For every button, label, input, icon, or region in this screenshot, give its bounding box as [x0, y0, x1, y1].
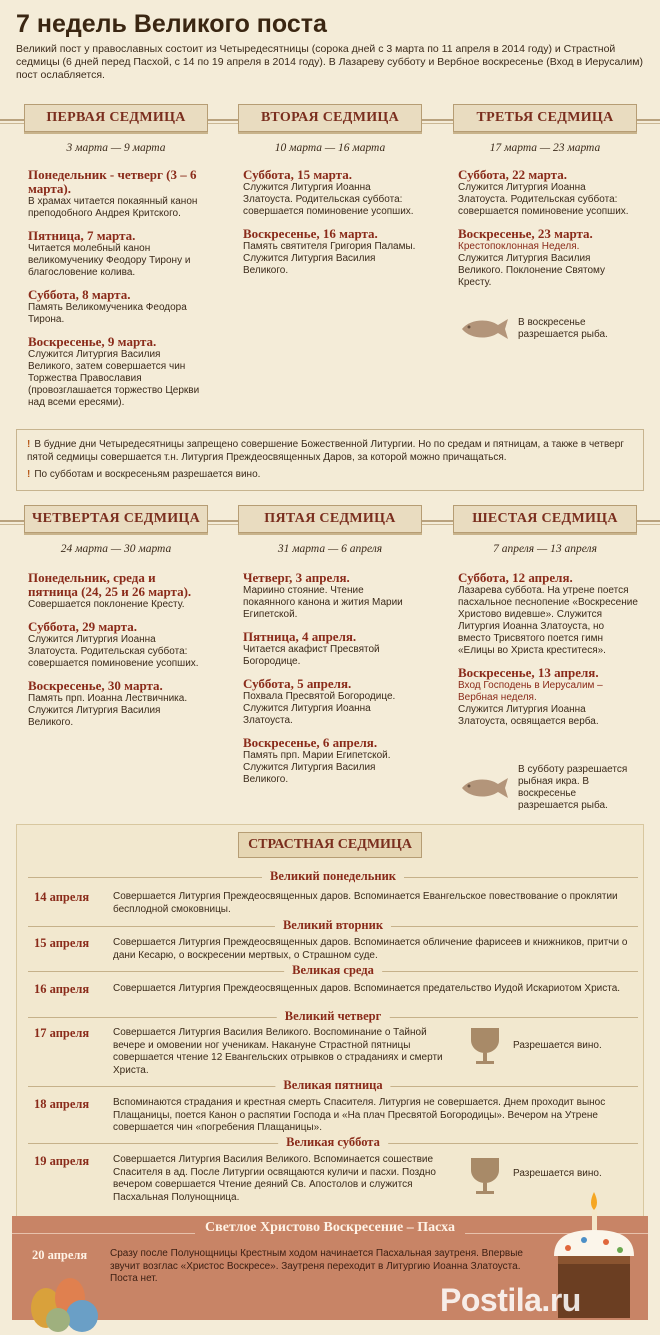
event-text: Память прп. Марии Египетской. Служится Литургия Василия Великого. — [243, 750, 391, 785]
day-text: Вспоминаются страдания и крестная смерть Спасителя. Литургия не совершается. Днем проходит вынос Плащаницы, поется Канон о распятии Господа и «На плач Пресвятой Богородицы». Вечером на Утрене совершается чин «погребения Плащаницы». — [113, 1097, 606, 1133]
week-1-dates: 3 марта — 9 марта — [66, 142, 166, 154]
event-title: Пятница, 4 апреля. — [243, 629, 357, 644]
event-highlight: Крестопоклонная Неделя. — [458, 241, 580, 252]
event — [28, 168, 208, 220]
notes-box — [16, 429, 644, 491]
event-title: Воскресенье, 23 марта. — [458, 226, 593, 241]
day-name: Великая пятница — [275, 1078, 390, 1093]
event — [243, 168, 418, 218]
week-6-events — [458, 571, 638, 737]
week-1-label: ПЕРВАЯ СЕДМИЦА — [24, 104, 208, 132]
wine-note: Разрешается вино. — [513, 1040, 602, 1051]
event — [243, 677, 418, 727]
day-text: Совершается Литургия Преждеосвященных даров. Вспоминается обличение фарисеев и книжников, притчи о дани Кесарю, о воскресении мертвых, о Страшном суде. — [113, 937, 628, 961]
fish-icon — [458, 316, 510, 342]
day-date: 18 апреля — [34, 1097, 90, 1111]
event-title: Воскресенье, 6 апреля. — [243, 735, 378, 750]
event-title: Суббота, 29 марта. — [28, 619, 137, 634]
easter-eggs-icon — [26, 1268, 106, 1332]
event — [243, 227, 418, 277]
event-title: Суббота, 8 марта. — [28, 287, 131, 302]
event-title: Четверг, 3 апреля. — [243, 570, 350, 585]
day-name: Великая среда — [284, 963, 382, 978]
page-title: 7 недель Великого поста — [16, 10, 327, 38]
wine-glass-icon — [468, 1026, 502, 1066]
event — [458, 227, 636, 289]
note — [27, 468, 633, 481]
event-title: Суббота, 22 марта. — [458, 167, 567, 182]
event — [28, 335, 208, 409]
event-title: Суббота, 5 апреля. — [243, 676, 352, 691]
event — [243, 630, 418, 668]
day-text: Совершается Литургия Василия Великого. Воспоминание о Тайной вечере и омовении ног ученикам. Накануне Страстной пятницы совершается чтение 12 Евангельских отрывков о страданиях и смерти Христа. — [113, 1027, 443, 1076]
fish-note-text: В субботу разрешается рыбная икра. В воскресенье разрешается рыба. — [518, 764, 628, 811]
week-3-label: ТРЕТЬЯ СЕДМИЦА — [453, 104, 637, 132]
note-text: По субботам и воскресеньям разрешается вино. — [34, 469, 261, 480]
intro-text: Великий пост у православных состоит из Четыредесятницы (сорока дней с 3 марта по 11 апреля в 2014 году) и Страстной седмицы (6 дней перед Пасхой, с 14 по 19 апреля в 2014 году). В Лазареву субботу и Вербное воскресенье (Вход в Иерусалим) пост ослабляется. — [16, 43, 643, 81]
event-text: Совершается поклонение Кресту. — [28, 599, 185, 610]
event — [28, 288, 208, 326]
event — [458, 666, 638, 728]
event-title: Суббота, 12 апреля. — [458, 570, 573, 585]
event-text: Служится Литургия Иоанна Златоуста. Родительская суббота: совершается поминовение усопших. — [458, 182, 629, 217]
event — [28, 229, 208, 279]
event-text: Похвала Пресвятой Богородице. Служится Литургия Иоанна Златоуста. — [243, 691, 396, 726]
wine-glass-icon — [468, 1156, 502, 1196]
event-text: В храмах читается покаянный канон преподобного Андрея Критского. — [28, 196, 198, 219]
passion-week-title: СТРАСТНАЯ СЕДМИЦА — [238, 832, 422, 858]
day-name: Великий понедельник — [262, 869, 404, 884]
event — [28, 571, 208, 611]
day-date: 15 апреля — [34, 936, 90, 950]
event-title: Суббота, 15 марта. — [243, 167, 352, 182]
day-name: Великий вторник — [275, 918, 391, 933]
event-highlight: Вход Господень в Иерусалим – Вербная неделя. — [458, 680, 603, 703]
event-title: Понедельник - четверг (3 – 6 марта). — [28, 167, 197, 196]
exclamation-icon: ! — [27, 469, 31, 480]
event — [243, 571, 418, 621]
event-text: Служится Литургия Иоанна Златоуста. Родительская суббота: совершается поминовение усопших. — [243, 182, 414, 217]
fish-icon — [458, 775, 510, 801]
event-text: Мариино стояние. Чтение покаянного канона и жития Марии Египетской. — [243, 585, 403, 620]
fish-note-week-3 — [458, 316, 618, 342]
event-text: Служится Литургия Василия Великого, затем совершается чин Торжества Православия (провозглашается торжество Церкви над всеми ересями). — [28, 349, 200, 408]
weeks-band-1 — [0, 102, 660, 138]
pascha-date: 20 апреля — [32, 1248, 88, 1262]
week-2-dates: 10 марта — 16 марта — [274, 142, 386, 154]
week-5-events — [243, 571, 418, 795]
day-text: Совершается Литургия Василия Великого. Вспоминается сошествие Спасителя в ад. После Литургии освящаются куличи и пасхи. Поздно вечером совершается Чтение деяний Св. Апостолов и служится Пасхальная Полунощница. — [113, 1154, 436, 1203]
week-2-events — [243, 168, 418, 286]
pascha-text: Сразу после Полунощницы Крестным ходом начинается Пасхальная заутреня. Впервые звучит возглас «Христос Воскресе». Заутреня переходит в Литургию Иоанна Златоуста. Поста нет. — [110, 1248, 523, 1284]
event-text: Служится Литургия Василия Великого. Поклонение Святому Кресту. — [458, 253, 606, 288]
day-date: 17 апреля — [34, 1026, 90, 1040]
week-4-label: ЧЕТВЕРТАЯ СЕДМИЦА — [24, 505, 208, 533]
weeks-band-2 — [0, 503, 660, 539]
event-title: Воскресенье, 9 марта. — [28, 334, 157, 349]
event — [458, 571, 638, 657]
event-text: Читается акафист Пресвятой Богородице. — [243, 644, 380, 667]
event — [458, 168, 636, 218]
event-text: Память прп. Иоанна Лествичника. Служится Литургия Василия Великого. — [28, 693, 188, 728]
week-5-dates: 31 марта — 6 апреля — [277, 543, 383, 555]
week-6-label: ШЕСТАЯ СЕДМИЦА — [453, 505, 637, 533]
day-date: 16 апреля — [34, 982, 90, 996]
week-5-label: ПЯТАЯ СЕДМИЦА — [238, 505, 422, 533]
fish-note-text: В воскресенье разрешается рыба. — [518, 317, 608, 340]
note — [27, 438, 633, 464]
event — [243, 736, 418, 786]
event-text: Служится Литургия Иоанна Златоуста, освящается верба. — [458, 704, 599, 727]
event-text: Память Великомученика Феодора Тирона. — [28, 302, 187, 325]
event-text: Читается молебный канон великомученику Феодору Тирону и благословение колива. — [28, 243, 191, 278]
day-date: 19 апреля — [34, 1154, 90, 1168]
note-text: В будние дни Четыредесятницы запрещено совершение Божественной Литургии. Но по средам и пятницам, а также в четверг пятой седмицы совершается т.н. Литургия Преждеосвященных Даров, за которой можно причащаться. — [27, 439, 624, 463]
event-title: Воскресенье, 30 марта. — [28, 678, 163, 693]
day-text: Совершается Литургия Преждеосвященных даров. Вспоминается Евангельское повествование о проклятии бесплодной смоковницы. — [113, 891, 618, 915]
event-text: Служится Литургия Иоанна Златоуста. Родительская суббота: совершается поминовение усопших. — [28, 634, 199, 669]
wine-note: Разрешается вино. — [513, 1168, 602, 1179]
event-text: Память святителя Григория Паламы. Служится Литургия Василия Великого. — [243, 241, 416, 276]
event-title: Пятница, 7 марта. — [28, 228, 136, 243]
week-6-dates: 7 апреля — 13 апреля — [493, 543, 597, 555]
pascha-title: Светлое Христово Воскресение – Пасха — [195, 1220, 465, 1236]
day-text: Совершается Литургия Преждеосвященных даров. Вспоминается предательство Иудой Искариотом Христа. — [113, 983, 621, 994]
event-title: Понедельник, среда и пятница (24, 25 и 26 марта). — [28, 570, 192, 599]
event-title: Воскресенье, 16 марта. — [243, 226, 378, 241]
event — [28, 679, 208, 729]
week-3-dates: 17 марта — 23 марта — [489, 142, 601, 154]
fish-note-week-6 — [458, 764, 636, 812]
week-2-label: ВТОРАЯ СЕДМИЦА — [238, 104, 422, 132]
watermark: Postila.ru — [440, 1282, 581, 1318]
event-title: Воскресенье, 13 апреля. — [458, 665, 599, 680]
week-3-events — [458, 168, 636, 298]
day-name: Великая суббота — [278, 1135, 388, 1150]
week-4-dates: 24 марта — 30 марта — [60, 543, 172, 555]
event-text: Лазарева суббота. На утрене поется пасхальное песнопение «Воскресение Христово видевше». Служится Литургия Иоанна Златоуста, но вместо Трисвятого поется гимн «Елицы во Христа креститеся». — [458, 585, 638, 656]
exclamation-icon: ! — [27, 439, 31, 450]
day-date: 14 апреля — [34, 890, 90, 904]
event — [28, 620, 208, 670]
week-4-events — [28, 571, 208, 738]
day-name: Великий четверг — [277, 1009, 390, 1024]
week-1-events — [28, 168, 208, 418]
